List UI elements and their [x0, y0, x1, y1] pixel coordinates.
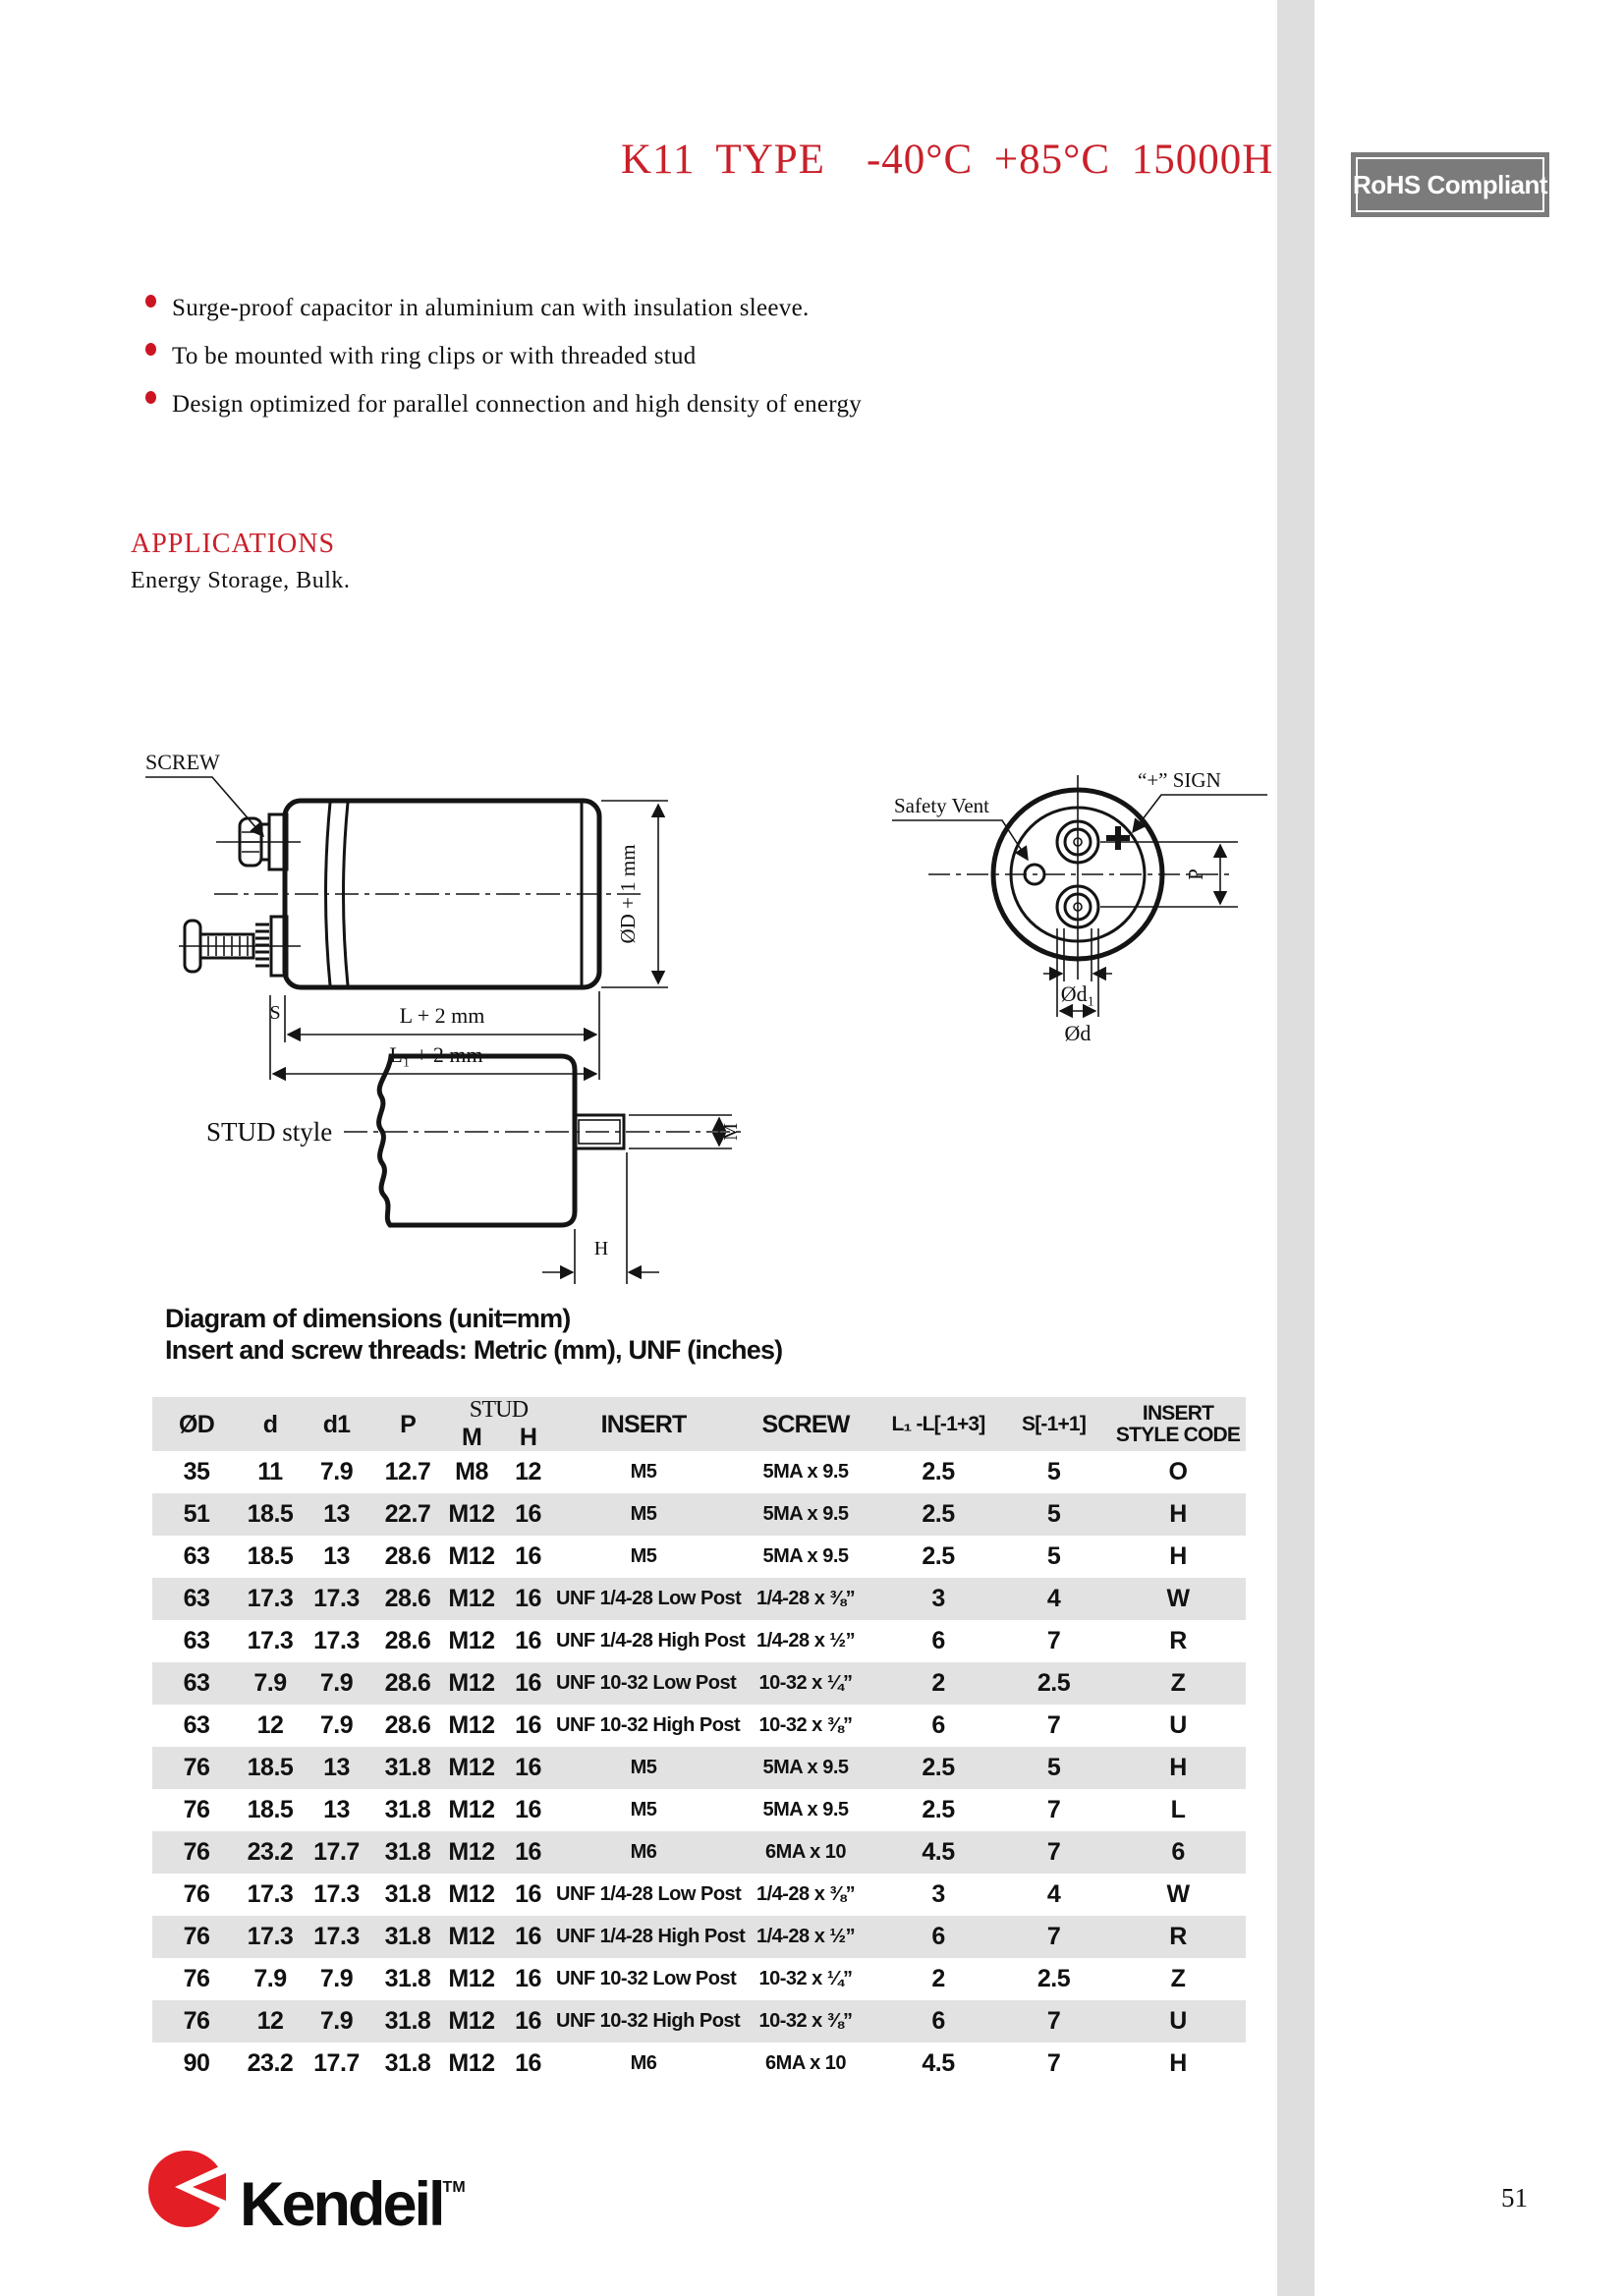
kendeil-logo-icon — [147, 2150, 226, 2228]
dimensions-table — [152, 1397, 1246, 2085]
table-row — [152, 1451, 1246, 1493]
table-cell: M8 — [455, 1458, 488, 1486]
feature-item — [145, 391, 862, 419]
table-cell: 10-32 x ⅜” — [758, 1714, 853, 1737]
capacitor-top-view-drawing — [874, 732, 1287, 1056]
table-cell: 16 — [515, 2049, 541, 2078]
table-cell: M12 — [448, 1923, 495, 1951]
table-cell: 16 — [515, 1796, 541, 1824]
table-cell: 4 — [1046, 1585, 1061, 1613]
table-cell: 35 — [183, 1458, 210, 1486]
table-cell: 2.5 — [922, 1796, 955, 1824]
table-cell: 5MA x 9.5 — [762, 1757, 849, 1779]
h-dimension-label: H — [593, 1238, 609, 1260]
table-cell: 16 — [515, 1754, 541, 1782]
table-cell: 22.7 — [384, 1500, 431, 1529]
plus-sign-label: “+” SIGN — [1138, 768, 1221, 792]
table-cell: 28.6 — [384, 1711, 431, 1740]
table-cell: 4.5 — [922, 2049, 955, 2078]
table-cell: R — [1169, 1923, 1187, 1951]
table-cell: 16 — [515, 1711, 541, 1740]
table-cell: 4 — [1046, 1880, 1061, 1909]
table-cell: 7 — [1046, 1838, 1061, 1867]
table-cell: 5MA x 9.5 — [762, 1503, 849, 1526]
table-cell: 5MA x 9.5 — [762, 1799, 849, 1821]
table-cell: 51 — [183, 1500, 210, 1529]
table-cell: 17.3 — [313, 1923, 360, 1951]
feature-text: To be mounted with ring clips or with threaded stud — [172, 343, 697, 369]
bullet-dot-icon — [145, 343, 156, 356]
table-cell: 76 — [183, 1796, 210, 1824]
table-cell: M5 — [630, 1545, 657, 1568]
table-cell: 7.9 — [319, 1458, 354, 1486]
table-cell: 17.3 — [313, 1585, 360, 1613]
table-cell: L — [1170, 1796, 1186, 1824]
table-cell: 10-32 x ¼” — [758, 1968, 853, 1990]
table-cell: 7 — [1046, 1923, 1061, 1951]
col-header-s: S[-1+1] — [997, 1397, 1110, 1451]
feature-text: Design optimized for parallel connection and high density of energy — [172, 391, 863, 418]
table-cell: 6 — [931, 1711, 945, 1740]
bullet-dot-icon — [145, 391, 156, 404]
table-row — [152, 1620, 1246, 1662]
trademark-symbol: TM — [442, 2179, 466, 2196]
table-cell: 17.3 — [313, 1880, 360, 1909]
brand-wordmark — [240, 2150, 466, 2243]
table-cell: 63 — [183, 1669, 210, 1698]
table-row — [152, 1705, 1246, 1747]
col-header-insert-style-code: INSERT STYLE CODE — [1110, 1397, 1246, 1451]
table-cell: 76 — [183, 1838, 210, 1867]
table-cell: 5 — [1046, 1754, 1061, 1782]
table-cell: UNF 1/4-28 High Post — [556, 1926, 746, 1948]
title-specs: -40°C +85°C 15000H — [866, 137, 1274, 183]
brand-name: Kendeil — [240, 2170, 443, 2239]
table-cell: M12 — [448, 1965, 495, 1993]
m-dimension-label: M — [720, 1123, 742, 1141]
table-cell: 31.8 — [384, 1880, 431, 1909]
table-cell: 7 — [1046, 1711, 1061, 1740]
table-cell: 76 — [183, 1923, 210, 1951]
table-cell: W — [1166, 1880, 1190, 1909]
table-cell: 31.8 — [384, 1754, 431, 1782]
table-cell: 28.6 — [384, 1585, 431, 1613]
table-cell: 1/4-28 x ⅜” — [756, 1883, 856, 1906]
table-cell: 31.8 — [384, 1965, 431, 1993]
table-cell: UNF 1/4-28 Low Post — [556, 1883, 742, 1906]
table-row — [152, 2043, 1246, 2085]
page-number: 51 — [1501, 2183, 1528, 2212]
title-series: K11 TYPE — [621, 137, 825, 183]
table-cell: Z — [1170, 1965, 1186, 1993]
table-cell: 2.5 — [922, 1754, 955, 1782]
table-cell: M12 — [448, 1754, 495, 1782]
table-cell: M5 — [630, 1461, 657, 1484]
table-cell: 16 — [515, 1500, 541, 1529]
col-header-d: d — [241, 1397, 300, 1451]
d1-dimension-label: Ød₁ — [1060, 981, 1095, 1006]
table-cell: 17.7 — [313, 1838, 360, 1867]
table-cell: UNF 10-32 Low Post — [556, 1968, 737, 1990]
table-cell: M12 — [448, 2007, 495, 2036]
table-cell: 63 — [183, 1711, 210, 1740]
table-row — [152, 1493, 1246, 1536]
col-header-d1: d1 — [300, 1397, 373, 1451]
table-cell: M5 — [630, 1757, 657, 1779]
table-cell: 2.5 — [1036, 1669, 1071, 1698]
table-cell: 17.3 — [247, 1585, 294, 1613]
table-cell: 13 — [323, 1754, 350, 1782]
table-cell: UNF 10-32 High Post — [556, 1714, 741, 1737]
table-cell: 7.9 — [253, 1965, 287, 1993]
table-cell: 28.6 — [384, 1542, 431, 1571]
table-cell: 17.3 — [247, 1923, 294, 1951]
table-cell: 6 — [931, 1627, 945, 1655]
table-cell: 1/4-28 x ½” — [756, 1630, 856, 1652]
table-cell: 31.8 — [384, 2007, 431, 2036]
feature-text: Surge-proof capacitor in aluminium can with insulation sleeve. — [172, 295, 810, 321]
table-row — [152, 1662, 1246, 1705]
table-cell: 31.8 — [384, 1796, 431, 1824]
col-header-insert: INSERT — [555, 1397, 732, 1451]
table-cell: 16 — [515, 1923, 541, 1951]
col-header-screw: SCREW — [732, 1397, 879, 1451]
brand-logo — [147, 2150, 466, 2239]
rohs-badge — [1351, 152, 1549, 217]
table-cell: UNF 10-32 Low Post — [556, 1672, 737, 1695]
safety-vent-label: Safety Vent — [894, 794, 990, 817]
screw-leader-line — [145, 777, 263, 836]
table-caption-line2: Insert and screw threads: Metric (mm), UNF (inches) — [165, 1335, 783, 1366]
can-body-partial — [379, 1056, 575, 1225]
applications-text: Energy Storage, Bulk. — [131, 568, 351, 593]
table-row — [152, 1536, 1246, 1578]
table-cell: 16 — [515, 1585, 541, 1613]
table-cell: H — [1169, 2049, 1187, 2078]
table-cell: 7.9 — [319, 2007, 354, 2036]
table-cell: 17.3 — [247, 1627, 294, 1655]
table-cell: 13 — [323, 1796, 350, 1824]
table-cell: 13 — [323, 1500, 350, 1529]
table-cell: 31.8 — [384, 1923, 431, 1951]
table-cell: 12 — [515, 1458, 541, 1486]
page-title — [621, 136, 1273, 184]
table-cell: 18.5 — [247, 1500, 294, 1529]
table-cell: M12 — [448, 1627, 495, 1655]
table-cell: M5 — [630, 1799, 657, 1821]
l1-dimension-label: L₁ + 2 mm — [389, 1042, 483, 1067]
dimensions-table-body — [152, 1451, 1246, 2085]
table-cell: 2.5 — [922, 1458, 955, 1486]
table-cell: 7 — [1046, 1627, 1061, 1655]
table-cell: 76 — [183, 1754, 210, 1782]
table-cell: 28.6 — [384, 1627, 431, 1655]
table-cell: M5 — [630, 1503, 657, 1526]
table-cell: 3 — [931, 1880, 945, 1909]
table-cell: 12 — [256, 2007, 284, 2036]
table-cell: 63 — [183, 1542, 210, 1571]
table-cell: 5MA x 9.5 — [762, 1545, 849, 1568]
table-cell: M12 — [448, 1500, 495, 1529]
table-cell: 10-32 x ⅜” — [758, 2010, 853, 2033]
table-cell: 6 — [1171, 1838, 1185, 1867]
table-cell: M12 — [448, 1669, 495, 1698]
table-cell: 63 — [183, 1627, 210, 1655]
col-header-m: M — [442, 1424, 501, 1451]
table-cell: 16 — [515, 1627, 541, 1655]
feature-item — [145, 343, 862, 370]
table-cell: 7 — [1046, 2007, 1061, 2036]
table-cell: 18.5 — [247, 1754, 294, 1782]
table-cell: 11 — [257, 1458, 283, 1486]
table-cell: 17.7 — [313, 2049, 360, 2078]
table-cell: 5MA x 9.5 — [762, 1461, 849, 1484]
page-edge-strip — [1277, 0, 1315, 2296]
table-row — [152, 1874, 1246, 1916]
table-cell: H — [1169, 1542, 1187, 1571]
table-cell: 76 — [183, 1965, 210, 1993]
table-cell: 2 — [931, 1669, 945, 1698]
table-cell: 12 — [256, 1711, 284, 1740]
table-row — [152, 1747, 1246, 1789]
table-cell: 7.9 — [319, 1669, 354, 1698]
table-cell: 7 — [1046, 2049, 1061, 2078]
table-cell: UNF 1/4-28 High Post — [556, 1630, 746, 1652]
table-cell: 90 — [183, 2049, 210, 2078]
table-row — [152, 1578, 1246, 1620]
table-cell: 63 — [183, 1585, 210, 1613]
table-cell: 2.5 — [922, 1500, 955, 1529]
table-cell: 7 — [1046, 1796, 1061, 1824]
table-cell: M12 — [448, 1838, 495, 1867]
s-dimension-label: S — [269, 1002, 281, 1024]
table-cell: 1/4-28 x ½” — [756, 1926, 856, 1948]
table-cell: UNF 10-32 High Post — [556, 2010, 741, 2033]
table-cell: 16 — [515, 1669, 541, 1698]
table-cell: 5 — [1046, 1458, 1061, 1486]
screw-label: SCREW — [145, 750, 220, 774]
table-cell: M12 — [448, 1796, 495, 1824]
col-header-l1: L₁ -L[-1+3] — [879, 1397, 997, 1451]
table-cell: W — [1166, 1585, 1190, 1613]
table-cell: 6MA x 10 — [765, 2052, 846, 2075]
col-header-diameter: ØD — [152, 1397, 241, 1451]
table-cell: U — [1169, 2007, 1187, 2036]
table-cell: 76 — [183, 2007, 210, 2036]
applications-heading: APPLICATIONS — [131, 529, 336, 559]
table-cell: 18.5 — [247, 1542, 294, 1571]
table-cell: 2.5 — [922, 1542, 955, 1571]
table-cell: H — [1169, 1754, 1187, 1782]
table-cell: Z — [1170, 1669, 1186, 1698]
p-dimension-label: P — [1184, 868, 1207, 880]
l-dimension-label: L + 2 mm — [399, 1003, 485, 1028]
table-cell: 23.2 — [247, 1838, 294, 1867]
table-cell: M6 — [630, 2052, 657, 2075]
table-caption — [165, 1303, 782, 1367]
table-cell: 28.6 — [384, 1669, 431, 1698]
table-cell: 2.5 — [1036, 1965, 1071, 1993]
plus-sign-leader-line — [1133, 795, 1267, 832]
table-row — [152, 1916, 1246, 1958]
table-cell: 5 — [1046, 1500, 1061, 1529]
feature-item — [145, 295, 862, 322]
table-cell: 16 — [515, 1965, 541, 1993]
table-cell: 1/4-28 x ⅜” — [756, 1588, 856, 1610]
table-cell: 16 — [515, 1838, 541, 1867]
table-cell: 13 — [323, 1542, 350, 1571]
table-cell: 16 — [515, 2007, 541, 2036]
table-cell: 31.8 — [384, 1838, 431, 1867]
table-cell: M12 — [448, 1880, 495, 1909]
table-cell: U — [1169, 1711, 1187, 1740]
stud-style-label: STUD style — [206, 1117, 333, 1147]
table-row — [152, 1831, 1246, 1874]
table-cell: H — [1169, 1500, 1187, 1529]
table-cell: 23.2 — [247, 2049, 294, 2078]
table-cell: 5 — [1046, 1542, 1061, 1571]
col-group-stud: STUD — [442, 1397, 555, 1424]
table-cell: 6 — [931, 1923, 945, 1951]
feature-list — [145, 295, 862, 439]
table-cell: UNF 1/4-28 Low Post — [556, 1588, 742, 1610]
table-cell: 17.3 — [247, 1880, 294, 1909]
table-cell: R — [1169, 1627, 1187, 1655]
table-cell: 16 — [515, 1542, 541, 1571]
table-cell: 3 — [931, 1585, 945, 1613]
table-cell: 12.7 — [384, 1458, 431, 1486]
table-cell: M12 — [448, 1542, 495, 1571]
bullet-dot-icon — [145, 295, 156, 308]
table-header — [152, 1397, 1246, 1451]
table-caption-line1: Diagram of dimensions (unit=mm) — [165, 1304, 571, 1333]
table-cell: 10-32 x ¼” — [758, 1672, 853, 1695]
table-cell: 7.9 — [253, 1669, 287, 1698]
table-cell: M12 — [448, 2049, 495, 2078]
table-cell: 6MA x 10 — [765, 1841, 846, 1864]
stud-style-drawing — [196, 1036, 786, 1321]
table-cell: O — [1168, 1458, 1188, 1486]
table-cell: 6 — [931, 2007, 945, 2036]
table-cell: 16 — [515, 1880, 541, 1909]
table-cell: 18.5 — [247, 1796, 294, 1824]
col-header-h: H — [501, 1424, 555, 1451]
table-cell: 4.5 — [922, 1838, 955, 1867]
diameter-dimension-label: ØD + 1 mm — [616, 844, 640, 944]
table-cell: 7.9 — [319, 1965, 354, 1993]
table-row — [152, 1789, 1246, 1831]
table-cell: M12 — [448, 1585, 495, 1613]
table-cell: 76 — [183, 1880, 210, 1909]
table-cell: 17.3 — [313, 1627, 360, 1655]
table-cell: M6 — [630, 1841, 657, 1864]
rohs-badge-label: RoHS Compliant — [1352, 169, 1548, 199]
col-header-p: P — [373, 1397, 442, 1451]
table-cell: 7.9 — [319, 1711, 354, 1740]
table-row — [152, 2000, 1246, 2043]
d-dimension-label: Ød — [1064, 1021, 1092, 1045]
table-cell: 2 — [931, 1965, 945, 1993]
table-row — [152, 1958, 1246, 2000]
table-cell: 31.8 — [384, 2049, 431, 2078]
table-cell: M12 — [448, 1711, 495, 1740]
